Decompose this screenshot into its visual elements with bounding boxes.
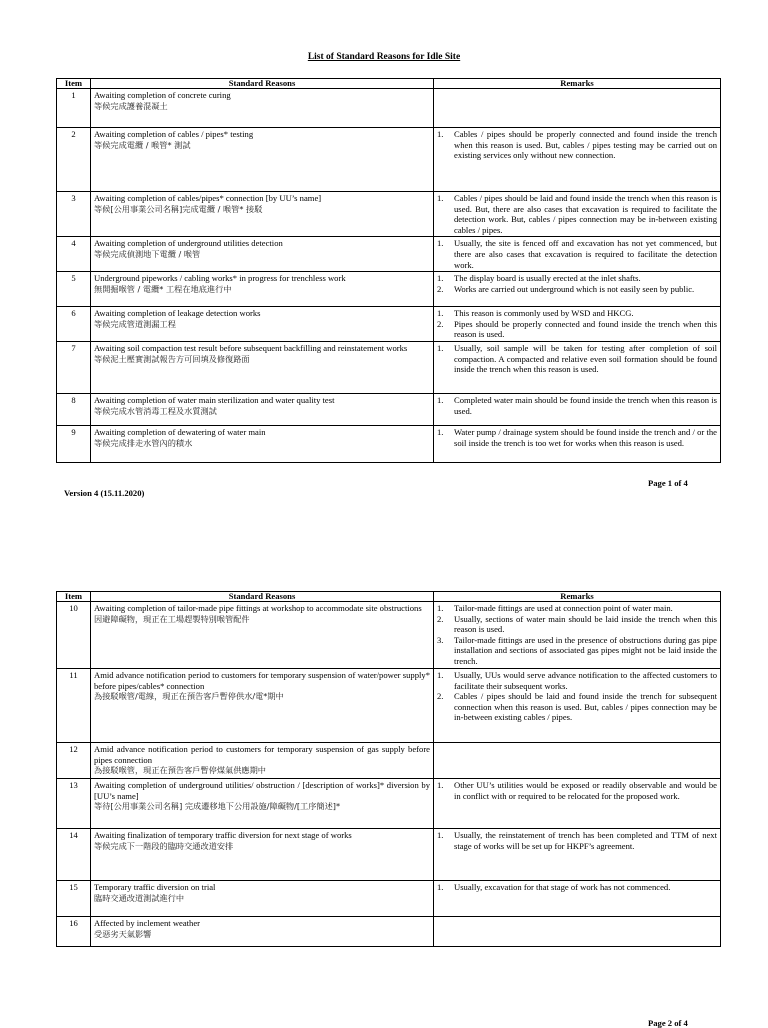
remarks-cell bbox=[434, 393, 721, 425]
reason-chinese: 為接駁喉管，現正在預告客戶暫停煤氣供應期中 bbox=[94, 765, 266, 776]
remarks-list bbox=[437, 193, 717, 235]
reason-english: Temporary traffic diversion on trial bbox=[94, 882, 216, 892]
remark-item: 3. Tailor-made fittings are used in the presence of obstructions during gas pipe installation and sections of associated gas pipes might not be laid inside the trench. bbox=[437, 634, 717, 666]
remark-item: 1. Cables / pipes should be properly connected and found inside the trench when this reason is used. But, cables / pipes testing may be carried out on existing services only without new connection. bbox=[437, 129, 717, 161]
item-number: 4 bbox=[57, 237, 91, 272]
reason-chinese: 受惡劣天氣影響 bbox=[94, 928, 152, 939]
reason-chinese: 臨時交通改道測試進行中 bbox=[94, 892, 185, 903]
item-number: 13 bbox=[57, 779, 91, 829]
header-remarks: Remarks bbox=[434, 79, 721, 89]
remarks-cell bbox=[434, 743, 721, 779]
remarks-cell bbox=[434, 272, 721, 307]
remark-item: 1. Usually, soil sample will be taken for testing after completion of soil compaction. A compacted and relative even soil formation should be found inside the trench when this reason is used. bbox=[437, 342, 717, 375]
standard-reason-cell bbox=[91, 425, 434, 462]
table-row bbox=[57, 669, 721, 743]
reason-chinese: 無開掘喉管 / 電纜* 工程在地底進行中 bbox=[94, 283, 232, 294]
standard-reason-cell bbox=[91, 237, 434, 272]
reason-english: Awaiting completion of dewatering of water main bbox=[94, 426, 266, 437]
reason-chinese: 等候完成護養混凝土 bbox=[94, 100, 168, 111]
remark-item: 1. This reason is commonly used by WSD and HKCG. bbox=[437, 308, 634, 319]
reasons-table-page-1 bbox=[56, 78, 721, 463]
standard-reason-cell bbox=[91, 669, 434, 743]
standard-reason-cell bbox=[91, 779, 434, 829]
reason-chinese: 等候完成電纜 / 喉管* 測試 bbox=[94, 139, 191, 150]
standard-reason-cell bbox=[91, 192, 434, 237]
standard-reason-cell bbox=[91, 393, 434, 425]
standard-reason-cell bbox=[91, 272, 434, 307]
remarks-list bbox=[437, 395, 717, 416]
remarks-cell bbox=[434, 602, 721, 669]
header-standard-reasons: Standard Reasons bbox=[91, 79, 434, 89]
table-row bbox=[57, 602, 721, 669]
remarks-cell bbox=[434, 89, 721, 128]
reason-english: Awaiting completion of leakage detection works bbox=[94, 308, 261, 319]
remark-item: 2. Pipes should be properly connected and found inside the trench when this reason is used. bbox=[437, 318, 717, 340]
table-row bbox=[57, 128, 721, 192]
remark-item: 1. Tailor-made fittings are used at connection point of water main. bbox=[437, 603, 673, 613]
item-number: 16 bbox=[57, 917, 91, 947]
reason-english: Affected by inclement weather bbox=[94, 918, 201, 928]
standard-reason-cell bbox=[91, 829, 434, 881]
remarks-cell bbox=[434, 307, 721, 342]
reason-chinese: 等候完成下一階段的臨時交通改道安排 bbox=[94, 840, 234, 851]
header-standard-reasons: Standard Reasons bbox=[91, 592, 434, 602]
remarks-list bbox=[437, 882, 717, 893]
header-item: Item bbox=[57, 592, 91, 602]
table-row bbox=[57, 425, 721, 462]
remark-item: 2. Works are carried out underground which is not easily seen by public. bbox=[437, 283, 695, 294]
standard-reason-cell bbox=[91, 89, 434, 128]
remark-item: 1. Completed water main should be found inside the trench when this reason is used. bbox=[437, 394, 717, 416]
item-number: 15 bbox=[57, 881, 91, 917]
reason-english: Amid advance notification period to customers for temporary suspension of gas supply before pipes connection bbox=[94, 744, 430, 765]
remarks-list bbox=[437, 129, 717, 161]
reason-chinese: 等待[公用事業公司名稱] 完成遷移地下公用設施/障礙物/[工序簡述]* bbox=[94, 801, 341, 812]
reason-chinese: 等候完成水管消毒工程及水質測試 bbox=[94, 405, 217, 416]
remarks-list bbox=[437, 343, 717, 375]
remarks-cell bbox=[434, 192, 721, 237]
remark-item: 1. Water pump / drainage system should be found inside the trench and / or the soil inside the trench is too wet for works when this reason is used. bbox=[437, 426, 717, 448]
remarks-cell bbox=[434, 779, 721, 829]
document-title: List of Standard Reasons for Idle Site bbox=[307, 52, 461, 62]
reason-english: Awaiting completion of water main sterilization and water quality test bbox=[94, 394, 335, 405]
item-number: 8 bbox=[57, 393, 91, 425]
remark-item: 1. Usually, excavation for that stage of work has not commenced. bbox=[437, 882, 671, 892]
remarks-cell bbox=[434, 669, 721, 743]
item-number: 2 bbox=[57, 128, 91, 192]
table-row bbox=[57, 881, 721, 917]
item-number: 9 bbox=[57, 425, 91, 462]
table-row bbox=[57, 89, 721, 128]
reason-english: Amid advance notification period to customers for temporary suspension of water/power supply* before pipes/cables* connection bbox=[94, 670, 430, 691]
item-number: 12 bbox=[57, 743, 91, 779]
remarks-cell bbox=[434, 237, 721, 272]
reason-english: Awaiting completion of cables / pipes* testing bbox=[94, 129, 254, 139]
page-number: Page 1 of 4 bbox=[648, 478, 688, 488]
reason-chinese: 為接駁喉管/電線，現正在預告客戶暫停供水/電*期中 bbox=[94, 691, 284, 702]
remarks-list bbox=[437, 780, 717, 801]
standard-reason-cell bbox=[91, 128, 434, 192]
standard-reason-cell bbox=[91, 307, 434, 342]
reason-chinese: 等候[公用事業公司名稱]完成電纜 / 喉管* 接駁 bbox=[94, 203, 263, 214]
remarks-cell bbox=[434, 341, 721, 393]
remark-item: 2. Usually, sections of water main should be laid inside the trench when this reason is used. bbox=[437, 613, 717, 635]
table-row bbox=[57, 393, 721, 425]
item-number: 14 bbox=[57, 829, 91, 881]
item-number: 1 bbox=[57, 89, 91, 128]
item-number: 11 bbox=[57, 669, 91, 743]
remarks-list bbox=[437, 273, 717, 294]
reason-chinese: 等候完成偵測地下電纜 / 喉管 bbox=[94, 248, 201, 259]
reason-chinese: 等候完成管道測漏工程 bbox=[94, 318, 176, 329]
remark-item: 1. Cables / pipes should be laid and found inside the trench when this reason is used. But, there are also cases that excavation is required to facilitate the detection work. But, cables / pipes connection may be in-between existing cables / pipes. bbox=[437, 193, 717, 235]
reason-english: Awaiting finalization of temporary traffic diversion for next stage of works bbox=[94, 830, 352, 840]
remarks-list bbox=[437, 603, 717, 667]
remarks-list bbox=[437, 830, 717, 851]
reason-chinese: 等候泥土壓實測試報告方可回填及修復路面 bbox=[94, 353, 250, 364]
table-row bbox=[57, 272, 721, 307]
remark-item: 2. Cables / pipes should be laid and found inside the trench for subsequent connection when this reason is used. But, cables / pipes connection may be in-between existing cables / pipes. bbox=[437, 691, 717, 723]
table-row bbox=[57, 829, 721, 881]
reason-english: Awaiting completion of underground utilities/ obstruction / [description of works]* diversion by [UU’s name] bbox=[94, 780, 430, 801]
reason-english: Awaiting soil compaction test result before subsequent backfilling and reinstatement works bbox=[94, 342, 408, 353]
remarks-cell bbox=[434, 917, 721, 947]
standard-reason-cell bbox=[91, 341, 434, 393]
table-header-row bbox=[57, 592, 721, 602]
remark-item: 1. Usually, the site is fenced off and excavation has not yet commenced, but there are also cases that excavation is required to facilitate the detection work. bbox=[437, 238, 717, 270]
remark-item: 1. The display board is usually erected at the inlet shafts. bbox=[437, 273, 641, 284]
standard-reason-cell bbox=[91, 881, 434, 917]
remarks-list bbox=[437, 238, 717, 270]
remarks-list bbox=[437, 670, 717, 723]
standard-reason-cell bbox=[91, 917, 434, 947]
table-row bbox=[57, 307, 721, 342]
header-remarks: Remarks bbox=[434, 592, 721, 602]
header-item: Item bbox=[57, 79, 91, 89]
item-number: 5 bbox=[57, 272, 91, 307]
remarks-cell bbox=[434, 128, 721, 192]
reason-english: Awaiting completion of cables/pipes* connection [by UU’s name] bbox=[94, 193, 322, 203]
reason-chinese: 因避障礙物，現正在工場趕製特別喉管配件 bbox=[94, 613, 250, 624]
table-row bbox=[57, 192, 721, 237]
item-number: 7 bbox=[57, 341, 91, 393]
reason-english: Awaiting completion of underground utilities detection bbox=[94, 238, 283, 249]
remark-item: 1. Other UU’s utilities would be exposed or readily observable and would be in conflict with or required to be relocated for the proposed work. bbox=[437, 780, 717, 801]
table-row bbox=[57, 341, 721, 393]
standard-reason-cell bbox=[91, 602, 434, 669]
page-number: Page 2 of 4 bbox=[648, 1018, 688, 1028]
reason-english: Awaiting completion of tailor-made pipe fittings at workshop to accommodate site obstructions bbox=[94, 603, 422, 613]
remark-item: 1. Usually, the reinstatement of trench has been completed and TTM of next stage of works will be set up for HKPF’s agreement. bbox=[437, 830, 717, 851]
table-header-row bbox=[57, 79, 721, 89]
reason-chinese: 等候完成排走水管內的積水 bbox=[94, 437, 193, 448]
version-label: Version 4 (15.11.2020) bbox=[64, 488, 145, 498]
remark-item: 1. Usually, UUs would serve advance notification to the affected customers to facilitate their subsequent works. bbox=[437, 670, 717, 691]
standard-reason-cell bbox=[91, 743, 434, 779]
remarks-list bbox=[437, 427, 717, 448]
table-row bbox=[57, 743, 721, 779]
remarks-cell bbox=[434, 829, 721, 881]
reason-english: Awaiting completion of concrete curing bbox=[94, 90, 231, 100]
item-number: 6 bbox=[57, 307, 91, 342]
reason-english: Underground pipeworks / cabling works* in progress for trenchless work bbox=[94, 273, 346, 284]
item-number: 10 bbox=[57, 602, 91, 669]
table-row bbox=[57, 779, 721, 829]
remarks-cell bbox=[434, 425, 721, 462]
reasons-table-page-2 bbox=[56, 591, 721, 947]
item-number: 3 bbox=[57, 192, 91, 237]
table-row bbox=[57, 237, 721, 272]
remarks-list bbox=[437, 308, 717, 340]
table-row bbox=[57, 917, 721, 947]
remarks-cell bbox=[434, 881, 721, 917]
